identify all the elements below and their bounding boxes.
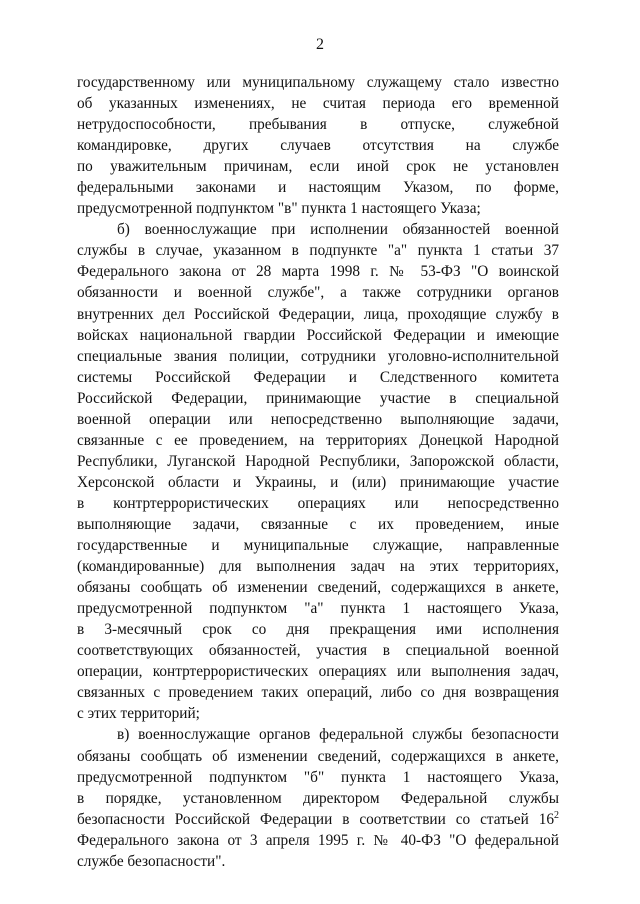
text-line: [77, 198, 559, 219]
text-line: [77, 409, 559, 430]
text-line-content: об указанных изменениях, не считая периода его временной: [77, 95, 559, 113]
page-number: 2: [316, 36, 324, 53]
text-line: [77, 577, 559, 598]
text-line-content: выполняющие задачи, связанные с их проведением, иные: [77, 515, 559, 533]
superscript: 2: [554, 809, 559, 821]
text-line: [77, 325, 559, 346]
text-line-content: войсках национальной гвардии Российской Федерации и имеющие: [77, 326, 559, 344]
text-line: [77, 156, 559, 177]
text-line-content: предусмотренной подпунктом "в" пункта 1 настоящего Указа;: [77, 200, 481, 218]
text-line-content: безопасности Российской Федерации в соответствии со статьей 16: [77, 810, 554, 828]
text-line-content: федеральными законами и настоящим Указом, по форме,: [77, 179, 559, 197]
text-line-content: специальные звания полиции, сотрудники уголовно-исполнительной: [77, 347, 559, 365]
text-line: [77, 346, 559, 367]
text-line: [77, 640, 559, 661]
text-line-content: Республики, Луганской Народной Республики, Запорожской области,: [77, 452, 559, 470]
text-line-content: нетрудоспособности, пребывания в отпуске, служебной: [77, 116, 559, 134]
text-line: [77, 493, 559, 514]
text-line-content: государственные и муниципальные служащие, направленные: [77, 537, 559, 555]
text-line: [77, 809, 559, 830]
text-line: [77, 661, 559, 682]
text-line: [77, 598, 559, 619]
text-line-content: Федерального закона от 28 марта 1998 г. № 53-ФЗ "О воинской: [77, 263, 559, 281]
text-line-content: связанных с проведением таких операций, либо со дня возвращения: [77, 684, 559, 702]
text-line: [77, 93, 559, 114]
text-line-content: обязаны сообщать об изменении сведений, содержащихся в анкете,: [77, 747, 559, 765]
text-line-content: (командированные) для выполнения задач на этих территориях,: [77, 558, 559, 576]
text-line-content: в контртеррористических операциях или непосредственно: [77, 494, 559, 512]
text-line: [77, 135, 559, 156]
text-line-content: Херсонской области и Украины, и (или) принимающие участие: [77, 473, 559, 491]
text-line: [77, 451, 559, 472]
text-line-content: по уважительным причинам, если иной срок не установлен: [77, 158, 559, 176]
text-line-content: операции, контртеррористических операциях или выполнения задач,: [77, 663, 559, 681]
text-line-content: связанные с ее проведением, на территориях Донецкой Народной: [77, 431, 559, 449]
text-line: [77, 556, 559, 577]
text-line-content: предусмотренной подпунктом "а" пункта 1 настоящего Указа,: [77, 600, 559, 618]
text-line-content: системы Российской Федерации и Следственного комитета: [77, 368, 559, 386]
text-line-content: предусмотренной подпунктом "б" пункта 1 настоящего Указа,: [77, 768, 559, 786]
text-line: [77, 724, 559, 745]
text-line-content: государственному или муниципальному служащему стало известно: [77, 74, 559, 91]
text-line-content: в) военнослужащие органов федеральной службы безопасности: [117, 726, 559, 744]
text-line-content: обязанности и военной службе", а также сотрудники органов: [77, 284, 559, 302]
text-line-content: Федерального закона от 3 апреля 1995 г. № 40-ФЗ "О федеральной: [77, 831, 559, 849]
document-body: [77, 72, 559, 872]
text-line: [77, 430, 559, 451]
text-line: [77, 746, 559, 767]
text-line-content: командировке, других случаев отсутствия на службе: [77, 137, 559, 155]
text-line-content: службе безопасности".: [77, 852, 226, 870]
text-line: [77, 72, 559, 93]
text-line: [77, 535, 559, 556]
text-line-content: б) военнослужащие при исполнении обязанностей военной: [117, 221, 559, 239]
text-line-content: с этих территорий;: [77, 705, 200, 723]
text-line-content: соответствующих обязанностей, участия в специальной военной: [77, 642, 559, 660]
text-line: [77, 788, 559, 809]
text-line: [77, 830, 559, 851]
text-line: [77, 282, 559, 303]
text-line: [77, 767, 559, 788]
text-line-content: в 3-месячный срок со дня прекращения ими исполнения: [77, 621, 559, 639]
text-line: [77, 240, 559, 261]
text-line: [77, 177, 559, 198]
text-line: [77, 851, 559, 872]
text-line: [77, 388, 559, 409]
text-line: [77, 703, 559, 724]
text-line: [77, 219, 559, 240]
text-line: [77, 472, 559, 493]
text-line-content: обязаны сообщать об изменении сведений, содержащихся в анкете,: [77, 579, 559, 597]
text-line-content: внутренних дел Российской Федерации, лица, проходящие службу в: [77, 305, 559, 323]
text-line-content: службы в случае, указанном в подпункте "а" пункта 1 статьи 37: [77, 242, 559, 260]
text-line-content: Российской Федерации, принимающие участие в специальной: [77, 389, 559, 407]
text-line: [77, 114, 559, 135]
text-line: [77, 619, 559, 640]
text-line: [77, 304, 559, 325]
text-line-content: военной операции или непосредственно выполняющие задачи,: [77, 410, 559, 428]
text-line-content: в порядке, установленном директором Федеральной службы: [77, 789, 559, 807]
text-line: [77, 367, 559, 388]
text-line: [77, 261, 559, 282]
text-line: [77, 682, 559, 703]
text-line: [77, 514, 559, 535]
